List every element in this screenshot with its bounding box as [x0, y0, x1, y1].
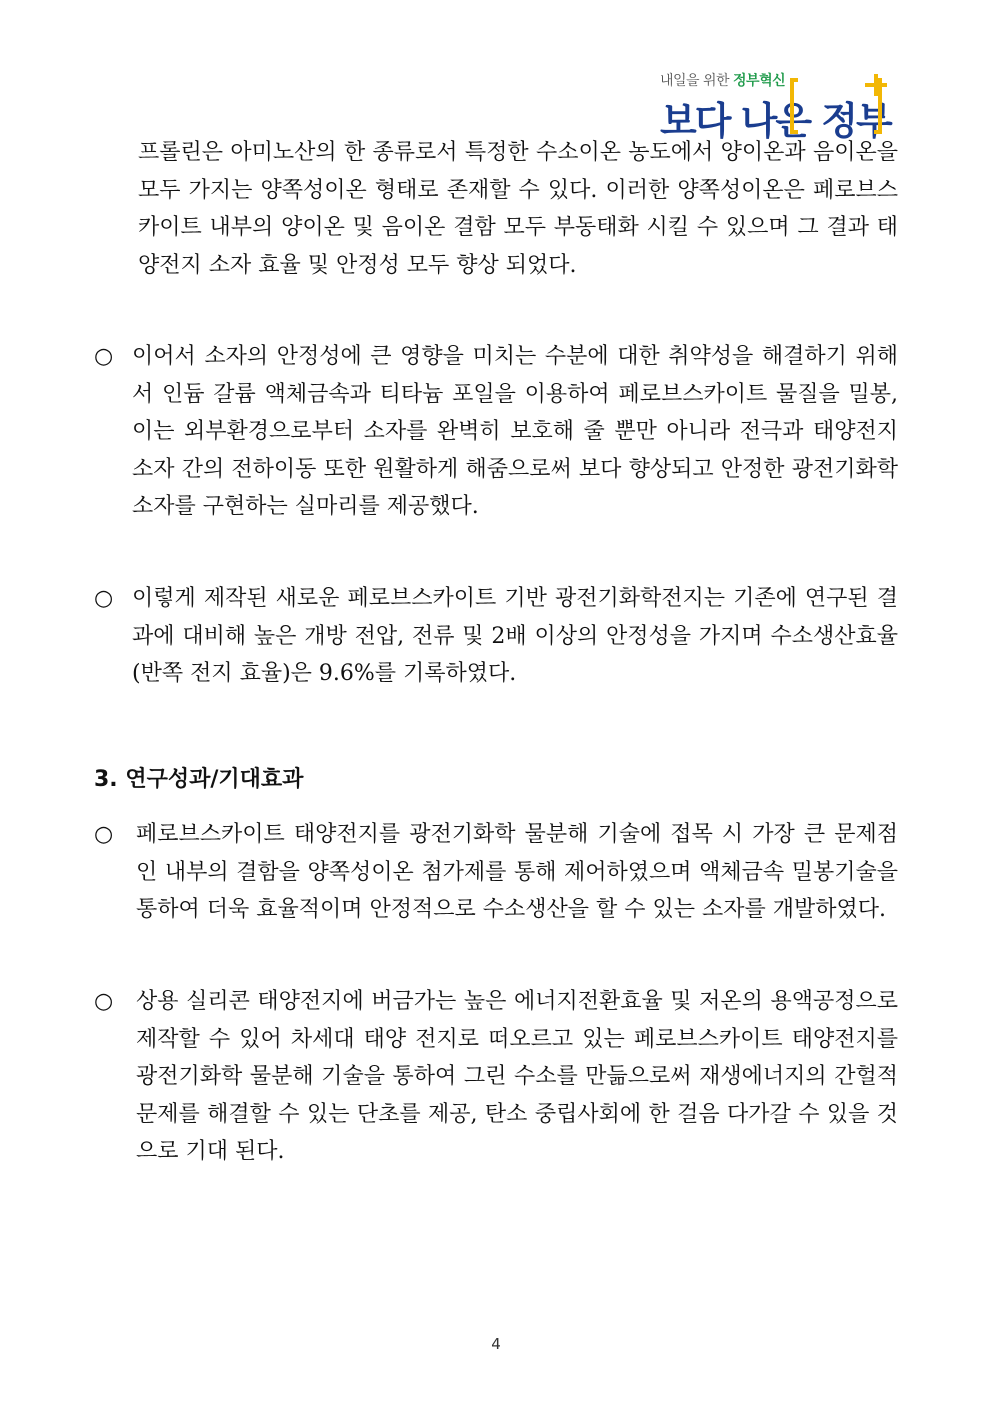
bullet-symbol: ○: [94, 586, 114, 611]
list-item: 이어서 소자의 안정성에 큰 영향을 미치는 수분에 대한 취약성을 해결하기 위해서 인듐 갈륨 액체금속과 티타늄 포일을 이용하여 페로브스카이트 물질을 밀봉, 이는 외부환경으로부터 소자를 완벽히 보호해 줄 뿐만 아니라 전극과 태양전지 소자 간의 전하이동 또한 원활하게 해줌으로써 보다 향상되고 안정한 광전기화학 소자를 구현하는 실마리를 제공했다.: [132, 344, 898, 519]
section-heading: 3. 연구성과/기대효과: [94, 767, 304, 792]
list-item: 상용 실리콘 태양전지에 버금가는 높은 에너지전환효율 및 저온의 용액공정으로 제작할 수 있어 차세대 태양 전지로 떠오르고 있는 페로브스카이트 태양전지를 광전기화학 물분해 기술을 통하여 그린 수소를 만듦으로써 재생에너지의 간헐적 문제를 해결할 수 있는 단초를 제공, 탄소 중립사회에 한 걸음 다가갈 수 있을 것으로 기대 된다.: [136, 989, 898, 1164]
bullet-symbol: ○: [94, 822, 114, 847]
bullet-symbol: ○: [94, 989, 114, 1014]
page-number: 4: [491, 1335, 501, 1353]
intro-paragraph: 프롤린은 아미노산의 한 종류로서 특정한 수소이온 농도에서 양이온과 음이온을 모두 가지는 양쪽성이온 형태로 존재할 수 있다. 이러한 양쪽성이온은 페로브스카이트 내부의 양이온 및 음이온 결함 모두 부동태화 시킬 수 있으며 그 결과 태양전지 소자 효율 및 안정성 모두 향상 되었다.: [138, 140, 898, 278]
logo-bracket-plus-icon: [788, 74, 888, 138]
bullet-symbol: ○: [94, 344, 114, 369]
list-item: 페로브스카이트 태양전지를 광전기화학 물분해 기술에 접목 시 가장 큰 문제점인 내부의 결함을 양쪽성이온 첨가제를 통해 제어하였으며 액체금속 밀봉기술을 통하여 더욱 효율적이며 안정적으로 수소생산을 할 수 있는 소자를 개발하였다.: [136, 822, 898, 922]
logo-tagline: 내일을 위한 정부혁신: [660, 73, 786, 89]
list-item: 이렇게 제작된 새로운 페로브스카이트 기반 광전기화학전지는 기존에 연구된 결과에 대비해 높은 개방 전압, 전류 및 2배 이상의 안정성을 가지며 수소생산효율(반쪽 전지 효율)은 9.6%를 기록하였다.: [132, 586, 898, 686]
logo-title: 보다 나은 정부: [660, 99, 891, 143]
government-innovation-logo: [660, 62, 900, 144]
